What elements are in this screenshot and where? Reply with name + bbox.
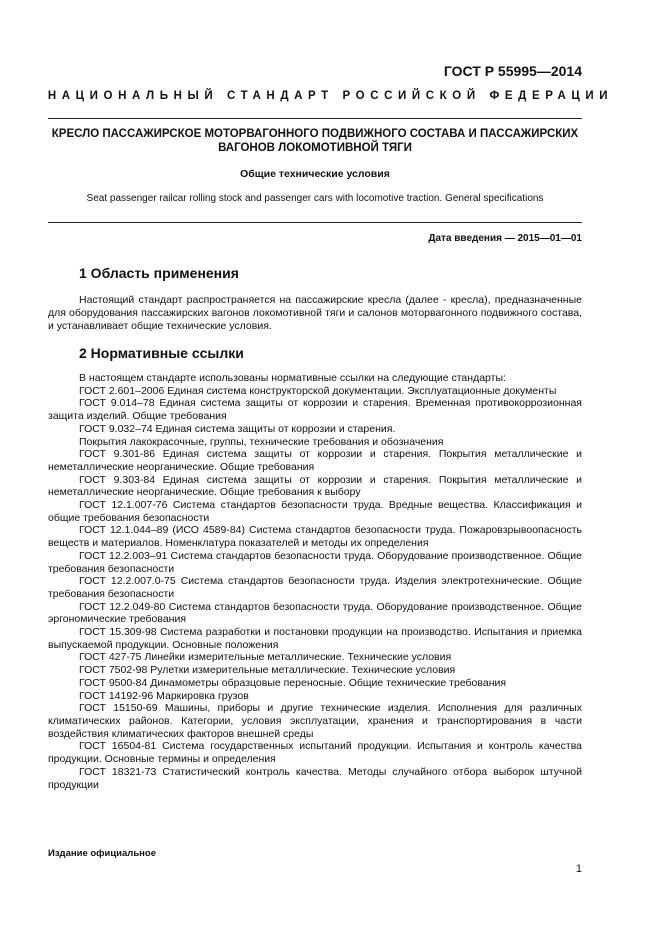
reference-item: ГОСТ 15150-69 Машины, приборы и другие технические изделия. Исполнения для различных климатических районов. Категории, условия эксплуатации, хранения и транспортирования в части воздействия климатических факторов внешней среды (48, 702, 582, 740)
reference-item: Покрытия лакокрасочные, группы, технические требования и обозначения (79, 435, 444, 448)
reference-item: ГОСТ 15.309-98 Система разработки и постановки продукции на производство. Испытания и приемка выпускаемой продукции. Основные положения (48, 626, 582, 651)
reference-item: ГОСТ 12.2.003–91 Система стандартов безопасности труда. Оборудование производственное. Общие требования безопасности (48, 549, 582, 575)
page-number: 1 (575, 863, 582, 875)
reference-item: ГОСТ 12.2.007.0-75 Система стандартов безопасности труда. Изделия электротехнические. Общие требования безопасности (48, 575, 582, 600)
reference-item: ГОСТ 12.2.049-80 Система стандартов безопасности труда. Оборудование производственное. Общие эргономические требования (48, 600, 582, 626)
reference-item: ГОСТ 9.032–74 Единая система защиты от коррозии и старения. (79, 422, 396, 435)
reference-item: ГОСТ 427-75 Линейки измерительные металлические. Технические условия (79, 651, 452, 664)
reference-item: ГОСТ 9500-84 Динамометры образцовые переносные. Общие технические требования (79, 676, 507, 689)
section-heading-scope: 1 Область применения (79, 265, 239, 281)
national-standard-banner: НАЦИОНАЛЬНЫЙ СТАНДАРТ РОССИЙСКОЙ ФЕДЕРАЦИИ (47, 90, 614, 102)
edition-label: Издание официальное (48, 848, 156, 859)
reference-item: ГОСТ 12.1.044–89 (ИСО 4589-84) Система стандартов безопасности труда. Пожаровзрывоопасность веществ и материалов. Номенклатура показателей и методы их определения (48, 524, 582, 550)
reference-item: ГОСТ 2.601–2006 Единая система конструкторской документации. Эксплуатационные документы (79, 384, 557, 397)
reference-item: ГОСТ 9.301-86 Единая система защиты от коррозии и старения. Покрытия металлические и неметаллические неорганические. Общие требования (48, 448, 582, 473)
introduction-date: Дата введения — 2015—01—01 (428, 233, 582, 244)
references-list (48, 372, 582, 791)
top-divider (48, 118, 582, 119)
title-divider (48, 222, 582, 223)
section-heading-references: 2 Нормативные ссылки (79, 345, 244, 361)
reference-item: ГОСТ 9.303-84 Единая система защиты от коррозии и старения. Покрытия металлические и неметаллические неорганические. Общие требования к выбору (48, 473, 582, 499)
document-title: КРЕСЛО ПАССАЖИРСКОЕ МОТОРВАГОННОГО ПОДВИЖНОГО СОСТАВА И ПАССАЖИРСКИХ ВАГОНОВ ЛОКОМОТИВНОЙ ТЯГИ (51, 128, 579, 154)
reference-item: ГОСТ 7502-98 Рулетки измерительные металлические. Технические условия (79, 664, 456, 677)
english-title: Seat passenger railcar rolling stock and passenger cars with locomotive traction. General specifications (86, 193, 544, 204)
references-intro: В настоящем стандарте использованы нормативные ссылки на следующие стандарты: (79, 372, 506, 384)
reference-item: ГОСТ 14192-96 Маркировка грузов (79, 689, 249, 702)
section-body-scope: Настоящий стандарт распространяется на пассажирские кресла (далее - кресла), предназначенные для оборудования пассажирских вагонов локомотивной тяги и салонов моторвагонного подвижного состава, и устанавливает общие технические условия. (48, 294, 582, 332)
reference-item: ГОСТ 9.014–78 Единая система защиты от коррозии и старения. Временная противокоррозионная защита изделий. Общие требования (48, 397, 582, 423)
document-code: ГОСТ Р 55995—2014 (443, 63, 582, 79)
reference-item: ГОСТ 12.1.007-76 Система стандартов безопасности труда. Вредные вещества. Классификация и общие требования безопасности (48, 499, 582, 524)
reference-item: ГОСТ 18321-73 Статистический контроль качества. Методы случайного отбора выборок штучной продукции (48, 765, 582, 791)
document-subtitle: Общие технические условия (240, 168, 390, 180)
reference-item: ГОСТ 16504-81 Система государственных испытаний продукции. Испытания и контроль качества продукции. Основные термины и определения (48, 740, 582, 766)
